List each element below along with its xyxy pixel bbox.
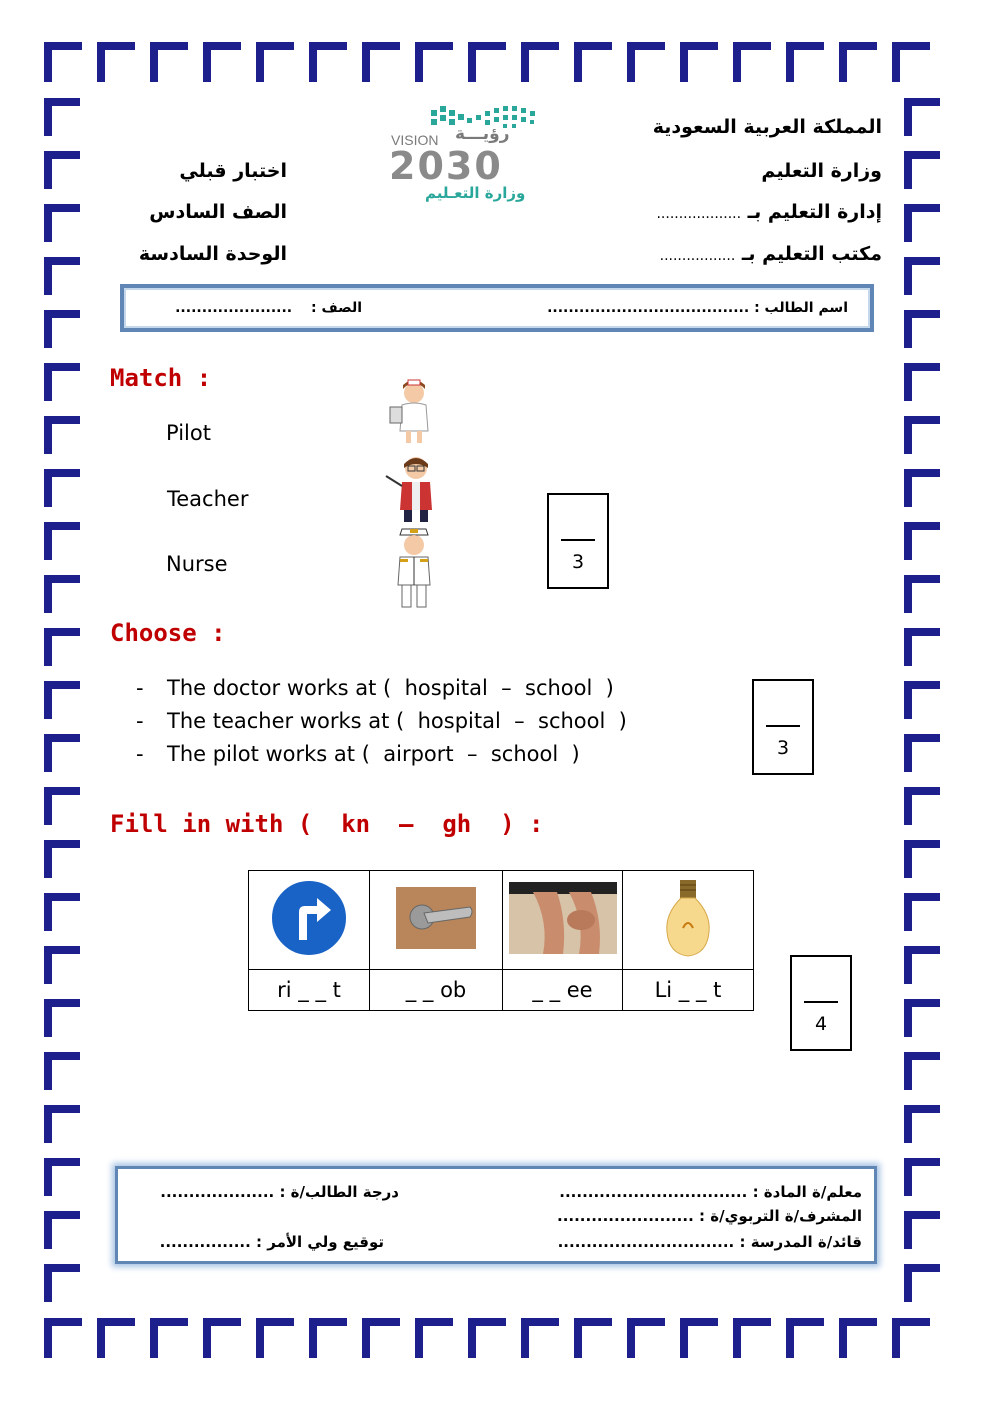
match-title: Match :	[110, 364, 212, 392]
fill-answer-4[interactable]: Li _ _ t	[623, 970, 754, 1011]
footer-grade-label: درجة الطالب/ة :	[279, 1183, 399, 1201]
choose-item-text: The doctor works at ( hospital – school )	[167, 676, 614, 700]
footer-supervisor[interactable]	[557, 1207, 862, 1225]
logo-ministry-ar: وزارة التعـليم	[425, 184, 526, 202]
turn-right-sign-icon	[269, 878, 349, 958]
fill-cell-image-4	[623, 871, 754, 970]
choose-item-text: The teacher works at ( hospital – school )	[167, 709, 627, 733]
header-admin-dots: ...................	[656, 206, 742, 222]
fill-title: Fill in with ( kn – gh ) :	[110, 810, 544, 838]
logo-vision-ar: رؤيـــة	[455, 124, 510, 144]
logo-year: 2030	[389, 144, 503, 188]
fill-cell-image-3	[503, 871, 623, 970]
choose-score-line	[766, 725, 800, 727]
light-bulb-image	[663, 878, 713, 958]
match-score-box	[547, 493, 609, 589]
student-name-dots: ......................................	[547, 300, 750, 316]
footer-supervisor-label: المشرف/ة التربوي/ة :	[699, 1207, 862, 1225]
header-office-label: مكتب التعليم بـ	[741, 243, 882, 265]
student-info-box	[120, 284, 874, 332]
choose-score-box	[752, 679, 814, 775]
choose-item-text: The pilot works at ( airport – school )	[167, 742, 580, 766]
footer-principal[interactable]	[558, 1233, 862, 1251]
header-office-dots: .................	[659, 248, 736, 264]
footer-guardian-label: توقيع ولي الأمر :	[256, 1233, 384, 1251]
choose-item-3	[136, 742, 627, 775]
knee-image	[509, 882, 617, 954]
grade-title: الصف السادس	[149, 201, 287, 223]
student-class-field[interactable]	[175, 300, 362, 316]
footer-student-grade[interactable]	[160, 1183, 399, 1201]
choose-item-1	[136, 676, 627, 709]
fill-score-box	[790, 955, 852, 1051]
footer-grade-dots: ....................	[160, 1183, 275, 1201]
choose-item-2	[136, 709, 627, 742]
choose-bullet: -	[136, 742, 144, 766]
fill-cell-image-1	[249, 871, 370, 970]
match-score: 3	[571, 551, 585, 573]
match-word-teacher: Teacher	[167, 487, 249, 511]
teacher-image[interactable]	[384, 452, 440, 524]
choose-bullet: -	[136, 676, 144, 700]
fill-score: 4	[814, 1013, 828, 1035]
match-word-pilot: Pilot	[166, 421, 211, 445]
header-country: المملكة العربية السعودية	[652, 116, 882, 138]
door-knob-image	[396, 887, 476, 949]
fill-images-row	[249, 871, 754, 970]
choose-score: 3	[776, 737, 790, 759]
footer-guardian[interactable]	[160, 1233, 384, 1251]
header-admin-label: إدارة التعليم بـ	[747, 201, 882, 223]
nurse-image[interactable]	[384, 377, 444, 447]
fill-table	[248, 870, 754, 1011]
student-class-dots: ......................	[175, 300, 293, 316]
fill-score-line	[804, 1001, 838, 1003]
footer-principal-label: قائد/ة المدرسة :	[739, 1233, 862, 1251]
logo-vision-word: VISION	[391, 132, 439, 148]
choose-list	[136, 676, 627, 775]
choose-title: Choose :	[110, 619, 226, 647]
header-office	[660, 243, 882, 265]
footer-teacher-label: معلم/ة المادة :	[752, 1183, 862, 1201]
footer-principal-dots: ...............................	[557, 1233, 735, 1251]
student-name-label: اسم الطالب :	[754, 300, 848, 316]
fill-answer-3[interactable]: _ _ ee	[503, 970, 623, 1011]
fill-answer-1[interactable]: ri _ _ t	[249, 970, 370, 1011]
header-admin	[656, 201, 882, 223]
student-name-field[interactable]	[547, 300, 848, 316]
footer-teacher-dots: .................................	[559, 1183, 748, 1201]
fill-answer-2[interactable]: _ _ ob	[370, 970, 503, 1011]
footer-guardian-dots: ................	[159, 1233, 251, 1251]
vision-2030-logo	[385, 100, 545, 210]
exam-type: اختبار قبلي	[179, 160, 287, 182]
footer-teacher[interactable]	[559, 1183, 862, 1201]
match-score-line	[561, 539, 595, 541]
footer-signature-box	[115, 1166, 877, 1264]
unit-title: الوحدة السادسة	[138, 243, 287, 265]
pilot-image[interactable]	[390, 525, 438, 611]
match-word-nurse: Nurse	[166, 552, 228, 576]
footer-supervisor-dots: ........................	[557, 1207, 694, 1225]
fill-answers-row	[249, 970, 754, 1011]
choose-bullet: -	[136, 709, 144, 733]
student-class-label: الصف :	[311, 300, 362, 316]
header-ministry: وزارة التعليم	[761, 160, 882, 182]
fill-cell-image-2	[370, 871, 503, 970]
